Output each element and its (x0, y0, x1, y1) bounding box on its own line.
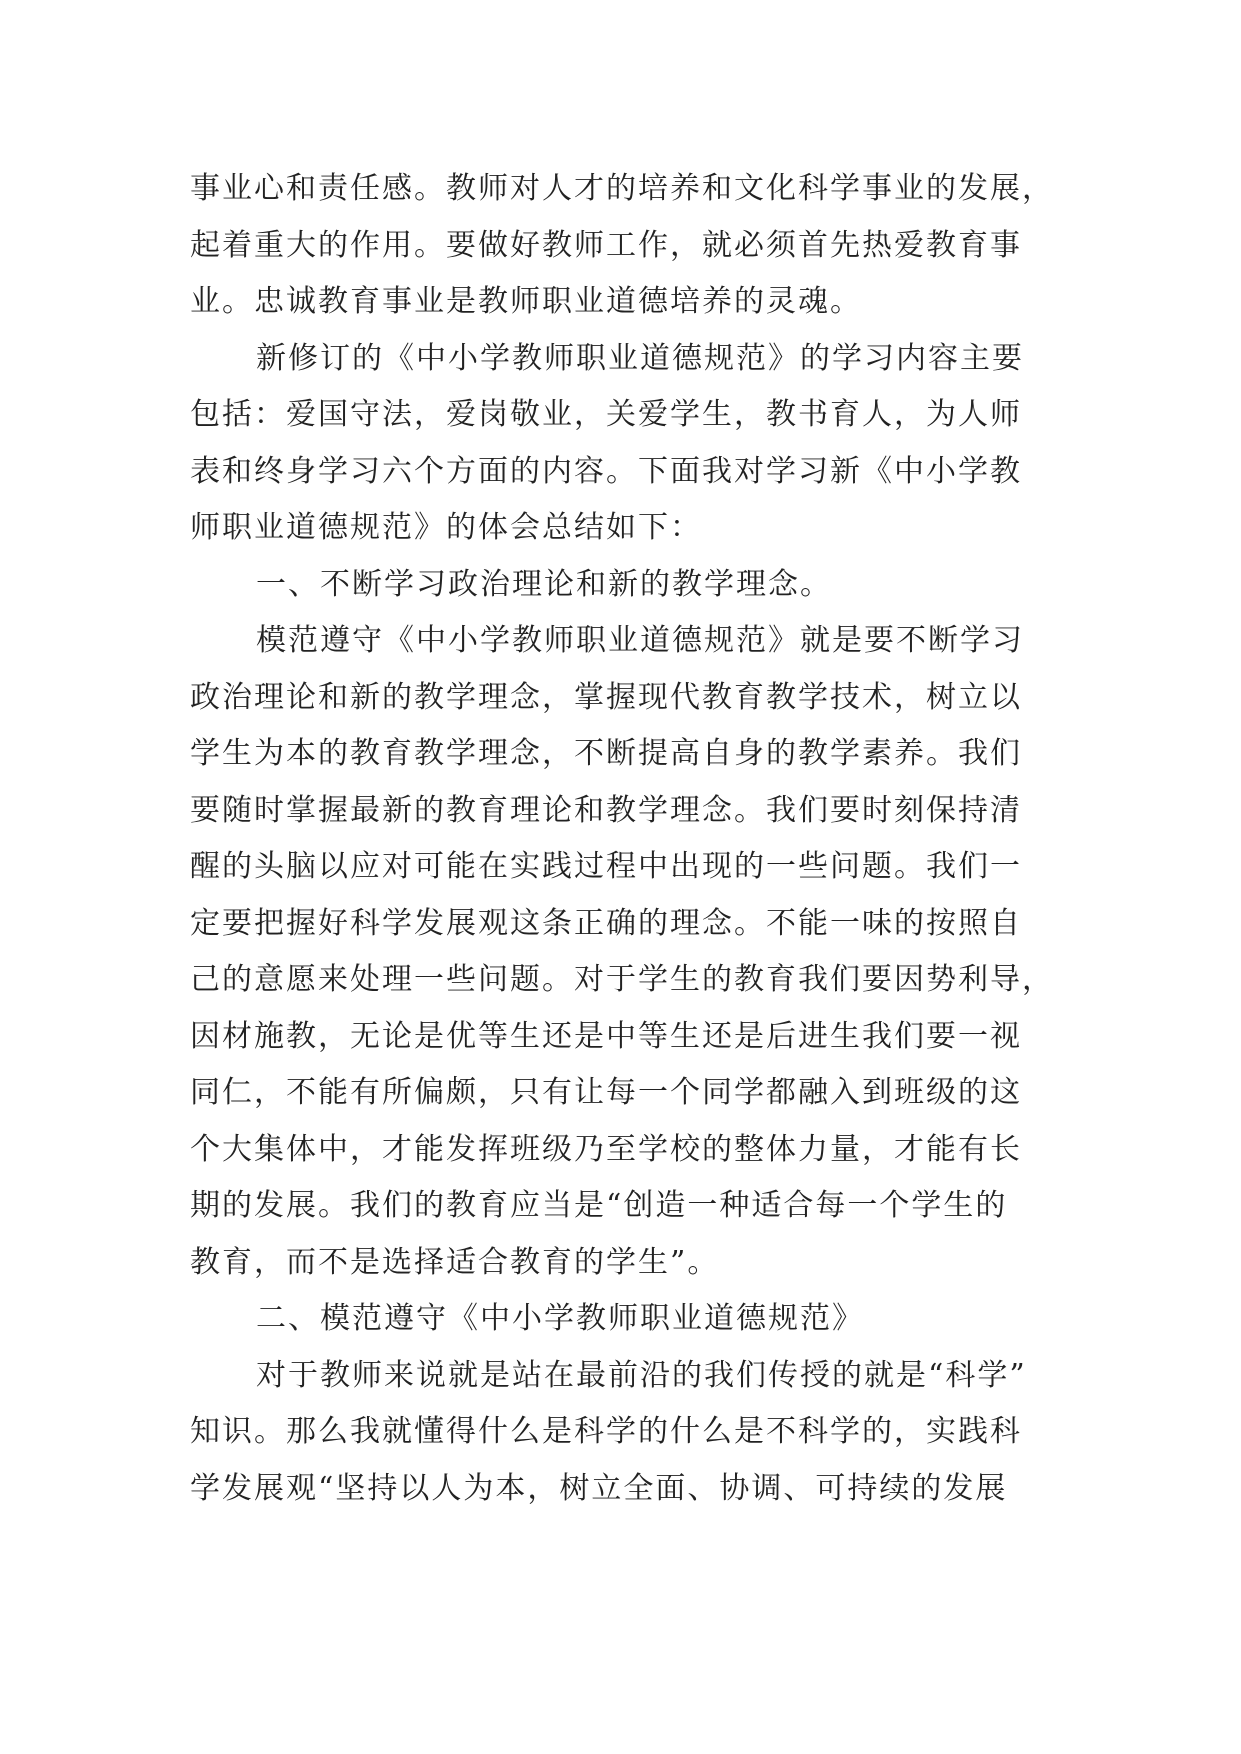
section-heading: 二、模范遵守《中小学教师职业道德规范》 (256, 1301, 864, 1336)
document-body (190, 161, 1120, 1517)
text-line: 醒的头脑以应对可能在实践过程中出现的一些问题。我们一 (190, 849, 1022, 884)
text-line: 己的意愿来处理一些问题。对于学生的教育我们要因势利导， (190, 962, 1054, 997)
text-line: 知识。那么我就懂得什么是科学的什么是不科学的，实践科 (190, 1414, 1022, 1449)
text-line: 政治理论和新的教学理念，掌握现代教育教学技术，树立以 (190, 679, 1022, 715)
text-line: 教育，而不是选择适合教育的学生”。 (190, 1244, 720, 1280)
text-line: 对于教师来说就是站在最前沿的我们传授的就是“科学” (256, 1357, 1027, 1393)
text-line: 起着重大的作用。要做好教师工作，就必须首先热爱教育事 (190, 227, 1022, 263)
section-heading: 一、不断学习政治理论和新的教学理念。 (256, 566, 832, 602)
text-line: 包括：爱国守法，爱岗敬业，关爱学生，教书育人，为人师 (190, 397, 1022, 432)
text-line: 学发展观“坚持以人为本，树立全面、协调、可持续的发展 (190, 1470, 1008, 1506)
text-line: 模范遵守《中小学教师职业道德规范》就是要不断学习 (256, 623, 1024, 658)
text-line: 因材施教，无论是优等生还是中等生还是后进生我们要一视 (190, 1018, 1022, 1054)
text-line: 定要把握好科学发展观这条正确的理念。不能一味的按照自 (190, 905, 1022, 941)
text-line: 师职业道德规范》的体会总结如下： (190, 510, 702, 545)
text-line: 新修订的《中小学教师职业道德规范》的学习内容主要 (256, 340, 1024, 376)
text-line: 期的发展。我们的教育应当是“创造一种适合每一个学生的 (190, 1188, 1008, 1223)
text-line: 业。忠诚教育事业是教师职业道德培养的灵魂。 (190, 284, 862, 319)
text-line: 同仁，不能有所偏颇，只有让每一个同学都融入到班级的这 (190, 1075, 1022, 1110)
text-line: 要随时掌握最新的教育理论和教学理念。我们要时刻保持清 (190, 792, 1022, 828)
text-line: 学生为本的教育教学理念，不断提高自身的教学素养。我们 (190, 736, 1022, 771)
text-line: 个大集体中，才能发挥班级乃至学校的整体力量，才能有长 (190, 1131, 1022, 1167)
text-line: 事业心和责任感。教师对人才的培养和文化科学事业的发展， (190, 171, 1054, 206)
text-line: 表和终身学习六个方面的内容。下面我对学习新《中小学教 (190, 453, 1022, 489)
